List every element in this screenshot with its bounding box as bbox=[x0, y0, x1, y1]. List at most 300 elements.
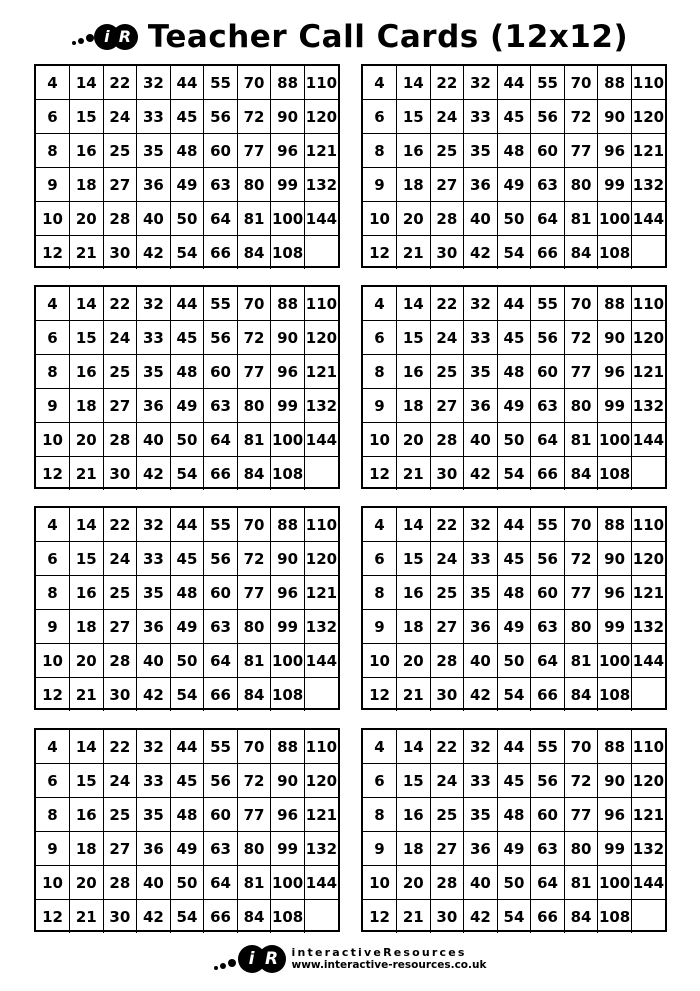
call-card-cell: 15 bbox=[70, 321, 104, 355]
call-card-cell: 35 bbox=[137, 355, 171, 389]
call-card-cell: 108 bbox=[598, 900, 632, 934]
call-card-cell: 22 bbox=[103, 66, 137, 100]
call-card-cell: 12 bbox=[363, 457, 397, 491]
call-card-cell: 44 bbox=[170, 66, 204, 100]
call-card-cell: 60 bbox=[531, 576, 565, 610]
call-card-cell bbox=[304, 900, 338, 934]
call-card-cell: 25 bbox=[430, 798, 464, 832]
call-card-cell: 108 bbox=[271, 678, 305, 712]
call-card-cell: 96 bbox=[598, 576, 632, 610]
call-card-cell: 49 bbox=[497, 610, 531, 644]
call-card-cell: 8 bbox=[363, 134, 397, 168]
call-card-cell: 99 bbox=[598, 389, 632, 423]
call-card-cell: 16 bbox=[397, 798, 431, 832]
call-card-cell: 50 bbox=[170, 866, 204, 900]
call-card-cell: 32 bbox=[464, 730, 498, 764]
call-card-cell: 121 bbox=[631, 576, 665, 610]
call-card-cell: 8 bbox=[363, 355, 397, 389]
call-card-cell: 121 bbox=[631, 798, 665, 832]
call-card-row bbox=[36, 798, 338, 832]
call-card-cell: 88 bbox=[598, 730, 632, 764]
call-card-cell: 33 bbox=[137, 764, 171, 798]
footer-logo-letter-i: i bbox=[238, 945, 266, 973]
call-card-cell: 66 bbox=[531, 678, 565, 712]
call-card-cell: 80 bbox=[237, 168, 271, 202]
call-card-cell: 121 bbox=[304, 798, 338, 832]
call-card-cell: 77 bbox=[564, 355, 598, 389]
call-card-cell: 14 bbox=[397, 66, 431, 100]
call-card-cell bbox=[631, 457, 665, 491]
call-card-cell: 90 bbox=[271, 100, 305, 134]
call-card-cell: 30 bbox=[103, 678, 137, 712]
call-card-cell: 35 bbox=[464, 355, 498, 389]
call-card-row bbox=[36, 576, 338, 610]
call-card-cell: 77 bbox=[237, 355, 271, 389]
call-card-cell: 120 bbox=[304, 100, 338, 134]
call-card-row bbox=[36, 678, 338, 712]
call-card-cell: 96 bbox=[598, 798, 632, 832]
call-card-cell: 64 bbox=[204, 202, 238, 236]
call-card-cell: 32 bbox=[137, 730, 171, 764]
call-card-cell: 40 bbox=[137, 644, 171, 678]
call-card-cell: 70 bbox=[564, 508, 598, 542]
call-card-cell: 70 bbox=[564, 730, 598, 764]
call-card-cell: 45 bbox=[170, 764, 204, 798]
call-card-cell: 144 bbox=[304, 866, 338, 900]
footer-logo-letter-r: R bbox=[258, 945, 286, 973]
call-card-cell: 77 bbox=[237, 798, 271, 832]
call-card-table bbox=[363, 66, 665, 269]
call-card-cell: 64 bbox=[204, 866, 238, 900]
call-card-cell: 24 bbox=[103, 100, 137, 134]
call-card-cell: 27 bbox=[103, 168, 137, 202]
call-card-cell: 25 bbox=[430, 134, 464, 168]
call-card-cell: 28 bbox=[430, 423, 464, 457]
call-card-cell: 50 bbox=[497, 423, 531, 457]
call-card-row bbox=[36, 321, 338, 355]
footer-text bbox=[292, 947, 487, 972]
call-card-cell: 25 bbox=[430, 355, 464, 389]
call-card-cell: 28 bbox=[103, 423, 137, 457]
call-card-cell: 70 bbox=[237, 66, 271, 100]
call-card-cell: 96 bbox=[271, 798, 305, 832]
call-card-cell: 4 bbox=[36, 287, 70, 321]
call-card-cell: 80 bbox=[564, 610, 598, 644]
call-card-cell: 81 bbox=[237, 644, 271, 678]
call-card-cell: 56 bbox=[204, 764, 238, 798]
call-card-cell: 144 bbox=[631, 202, 665, 236]
call-card-cell: 144 bbox=[631, 644, 665, 678]
call-card-cell: 70 bbox=[564, 287, 598, 321]
call-card-cell: 55 bbox=[204, 508, 238, 542]
call-card-cell: 54 bbox=[170, 236, 204, 270]
call-card-cell: 44 bbox=[170, 287, 204, 321]
call-card-cell: 45 bbox=[170, 100, 204, 134]
call-card-cell: 48 bbox=[170, 355, 204, 389]
call-card-cell: 90 bbox=[598, 764, 632, 798]
call-card-cell: 66 bbox=[531, 236, 565, 270]
call-card-cell: 72 bbox=[237, 100, 271, 134]
call-card-table bbox=[36, 287, 338, 490]
call-card-cell: 60 bbox=[204, 798, 238, 832]
call-card-cell: 110 bbox=[631, 66, 665, 100]
call-card-cell: 8 bbox=[36, 134, 70, 168]
call-card-cell: 22 bbox=[430, 508, 464, 542]
call-card-cell: 14 bbox=[397, 730, 431, 764]
call-card-row bbox=[363, 832, 665, 866]
call-card-cell: 44 bbox=[497, 730, 531, 764]
call-card-cell: 80 bbox=[237, 610, 271, 644]
call-card-cell: 64 bbox=[204, 644, 238, 678]
call-card-row bbox=[363, 866, 665, 900]
call-card-cell: 24 bbox=[103, 542, 137, 576]
call-card-cell: 27 bbox=[103, 832, 137, 866]
call-card-cell: 20 bbox=[70, 202, 104, 236]
call-card-cell: 54 bbox=[497, 678, 531, 712]
call-card-cell: 99 bbox=[271, 832, 305, 866]
call-card-row bbox=[36, 730, 338, 764]
call-card-cell: 36 bbox=[137, 610, 171, 644]
call-card-cell: 66 bbox=[204, 678, 238, 712]
call-card-cell: 35 bbox=[464, 576, 498, 610]
call-card-cell: 22 bbox=[103, 730, 137, 764]
call-card-table bbox=[36, 66, 338, 269]
call-card-cell: 12 bbox=[363, 678, 397, 712]
call-card-cell: 144 bbox=[304, 202, 338, 236]
call-card-cell: 30 bbox=[430, 457, 464, 491]
call-card-cell: 35 bbox=[464, 798, 498, 832]
call-card-cell: 100 bbox=[598, 423, 632, 457]
call-card-cell: 18 bbox=[397, 610, 431, 644]
call-card-cell: 70 bbox=[237, 287, 271, 321]
call-card-cell: 144 bbox=[631, 866, 665, 900]
call-card-cell: 72 bbox=[564, 542, 598, 576]
call-card-cell: 81 bbox=[237, 866, 271, 900]
call-card-row bbox=[36, 66, 338, 100]
call-card-cell: 22 bbox=[430, 66, 464, 100]
call-card-cell: 45 bbox=[497, 321, 531, 355]
call-card-cell: 4 bbox=[363, 730, 397, 764]
call-card-cell: 18 bbox=[70, 168, 104, 202]
call-card-table bbox=[363, 287, 665, 490]
call-card-cell: 132 bbox=[304, 610, 338, 644]
call-card-cell: 54 bbox=[497, 236, 531, 270]
call-card-cell: 18 bbox=[70, 610, 104, 644]
call-card-cell: 9 bbox=[36, 168, 70, 202]
call-card-cell: 90 bbox=[271, 542, 305, 576]
call-card-cell: 35 bbox=[137, 576, 171, 610]
call-card-cell: 40 bbox=[464, 866, 498, 900]
call-card-cell: 96 bbox=[598, 355, 632, 389]
call-card-cell: 6 bbox=[36, 100, 70, 134]
logo-letter-i: i bbox=[94, 24, 120, 50]
call-card-cell: 6 bbox=[36, 764, 70, 798]
call-card-cell: 63 bbox=[204, 389, 238, 423]
call-card-cell: 28 bbox=[430, 866, 464, 900]
call-card bbox=[361, 728, 667, 932]
call-card-cell: 42 bbox=[137, 457, 171, 491]
call-card-cell: 40 bbox=[464, 644, 498, 678]
call-card-cell: 88 bbox=[271, 508, 305, 542]
call-card-cell: 64 bbox=[204, 423, 238, 457]
call-card-cell: 108 bbox=[598, 236, 632, 270]
call-card-cell: 32 bbox=[137, 508, 171, 542]
call-card-row bbox=[36, 866, 338, 900]
call-card-cell: 10 bbox=[36, 866, 70, 900]
call-card-cell: 33 bbox=[137, 100, 171, 134]
call-card-cell: 40 bbox=[137, 423, 171, 457]
call-card-cell: 81 bbox=[237, 202, 271, 236]
call-card-cell: 40 bbox=[137, 866, 171, 900]
call-card-cell: 4 bbox=[363, 287, 397, 321]
call-card-cell: 21 bbox=[397, 236, 431, 270]
call-card-cell: 35 bbox=[464, 134, 498, 168]
call-card-cell: 100 bbox=[271, 644, 305, 678]
call-card-cell: 48 bbox=[497, 355, 531, 389]
call-card-cell: 27 bbox=[103, 389, 137, 423]
call-card-row bbox=[36, 168, 338, 202]
call-card-row bbox=[36, 423, 338, 457]
call-card-cell: 84 bbox=[237, 678, 271, 712]
brand-name: interactiveResources bbox=[291, 945, 467, 959]
call-card-row bbox=[363, 134, 665, 168]
page-footer bbox=[0, 937, 700, 981]
call-card-cell: 63 bbox=[531, 389, 565, 423]
call-card-cell: 20 bbox=[70, 644, 104, 678]
call-card-cell: 6 bbox=[363, 764, 397, 798]
call-card-cell: 21 bbox=[70, 900, 104, 934]
call-card-cell: 60 bbox=[531, 134, 565, 168]
call-card-cell: 36 bbox=[137, 832, 171, 866]
call-card-row bbox=[363, 423, 665, 457]
call-card-cell: 132 bbox=[631, 389, 665, 423]
call-card-cell: 120 bbox=[631, 764, 665, 798]
call-card-cell: 15 bbox=[70, 764, 104, 798]
call-card-cell: 15 bbox=[70, 542, 104, 576]
call-card-cell: 21 bbox=[397, 678, 431, 712]
call-card-cell: 12 bbox=[363, 900, 397, 934]
call-card-cell: 54 bbox=[170, 678, 204, 712]
call-card-cell: 18 bbox=[70, 832, 104, 866]
call-card-row bbox=[363, 764, 665, 798]
call-card-cell: 48 bbox=[497, 576, 531, 610]
call-card-cell: 88 bbox=[598, 508, 632, 542]
call-card-cell: 14 bbox=[70, 508, 104, 542]
call-card-cell: 99 bbox=[271, 168, 305, 202]
call-card-row bbox=[363, 542, 665, 576]
call-card bbox=[361, 285, 667, 489]
call-card-cell: 10 bbox=[36, 202, 70, 236]
call-card-cell: 66 bbox=[204, 236, 238, 270]
call-card-cell: 9 bbox=[363, 610, 397, 644]
call-card-row bbox=[363, 202, 665, 236]
call-card-row bbox=[36, 644, 338, 678]
call-card-cell: 84 bbox=[564, 678, 598, 712]
call-card-cell: 80 bbox=[237, 389, 271, 423]
call-card-cell: 20 bbox=[70, 866, 104, 900]
call-card-cell: 88 bbox=[271, 730, 305, 764]
call-card-cell: 14 bbox=[70, 66, 104, 100]
call-card-cell bbox=[304, 678, 338, 712]
call-card-cell: 56 bbox=[531, 100, 565, 134]
call-card-cell: 54 bbox=[497, 457, 531, 491]
call-card-cell: 9 bbox=[36, 610, 70, 644]
call-card-cell: 56 bbox=[531, 321, 565, 355]
call-card-cell: 36 bbox=[464, 389, 498, 423]
call-card-cell: 55 bbox=[531, 287, 565, 321]
call-card-cell: 54 bbox=[170, 900, 204, 934]
call-card-cell: 16 bbox=[397, 134, 431, 168]
call-card-cell: 110 bbox=[304, 508, 338, 542]
call-card-cell: 28 bbox=[430, 644, 464, 678]
call-card-cell: 96 bbox=[271, 576, 305, 610]
call-card-cell: 108 bbox=[271, 236, 305, 270]
call-card-cell: 15 bbox=[397, 321, 431, 355]
call-card-cell: 4 bbox=[36, 508, 70, 542]
call-card-cell: 30 bbox=[430, 678, 464, 712]
call-card-row bbox=[36, 287, 338, 321]
call-card-cell: 90 bbox=[271, 321, 305, 355]
call-card-cell: 60 bbox=[204, 355, 238, 389]
call-card-cell: 63 bbox=[204, 832, 238, 866]
call-card-cell: 25 bbox=[103, 134, 137, 168]
call-card-cell: 88 bbox=[271, 66, 305, 100]
call-card-cell: 14 bbox=[397, 287, 431, 321]
call-card-cell: 22 bbox=[430, 730, 464, 764]
call-card-cell: 84 bbox=[564, 900, 598, 934]
call-card-cell: 64 bbox=[531, 423, 565, 457]
call-card-table bbox=[363, 508, 665, 711]
call-card-cell: 84 bbox=[564, 236, 598, 270]
call-card-cell: 8 bbox=[36, 576, 70, 610]
call-card-cell: 15 bbox=[397, 764, 431, 798]
call-card-row bbox=[363, 730, 665, 764]
call-card-cell: 96 bbox=[271, 134, 305, 168]
call-card-cell: 36 bbox=[464, 610, 498, 644]
call-card-cell: 60 bbox=[531, 798, 565, 832]
call-card-cell: 33 bbox=[464, 542, 498, 576]
call-card-cell: 121 bbox=[631, 134, 665, 168]
call-card-cell: 27 bbox=[430, 168, 464, 202]
call-card-cell: 48 bbox=[497, 134, 531, 168]
call-card-cell: 99 bbox=[598, 832, 632, 866]
call-card-row bbox=[363, 100, 665, 134]
call-card-row bbox=[363, 900, 665, 934]
call-card-cell: 32 bbox=[464, 287, 498, 321]
call-card-cell: 49 bbox=[497, 832, 531, 866]
call-card-cell: 81 bbox=[564, 202, 598, 236]
call-card-cell: 40 bbox=[464, 423, 498, 457]
call-card-cell: 8 bbox=[363, 576, 397, 610]
call-card-cell: 42 bbox=[464, 900, 498, 934]
call-card-row bbox=[363, 644, 665, 678]
call-card-cell: 6 bbox=[36, 321, 70, 355]
call-card-row bbox=[36, 355, 338, 389]
call-card-cell: 25 bbox=[103, 355, 137, 389]
call-card-cell: 16 bbox=[70, 576, 104, 610]
call-card-cell: 49 bbox=[497, 389, 531, 423]
call-card-cell: 90 bbox=[598, 542, 632, 576]
call-card-cell bbox=[631, 678, 665, 712]
call-card-cell: 99 bbox=[598, 610, 632, 644]
call-card-cell: 55 bbox=[531, 66, 565, 100]
call-card-cell: 10 bbox=[363, 644, 397, 678]
call-card-cell: 64 bbox=[531, 866, 565, 900]
call-card-cell: 70 bbox=[564, 66, 598, 100]
call-card-row bbox=[363, 66, 665, 100]
call-card-cell: 80 bbox=[564, 389, 598, 423]
call-card-cell: 77 bbox=[564, 576, 598, 610]
call-card-cell: 90 bbox=[598, 100, 632, 134]
call-card-cell: 120 bbox=[304, 321, 338, 355]
call-card-cell: 108 bbox=[271, 457, 305, 491]
call-card-cell: 49 bbox=[170, 168, 204, 202]
call-card-cell: 20 bbox=[397, 423, 431, 457]
call-card-cell: 77 bbox=[237, 134, 271, 168]
call-card-cell: 48 bbox=[170, 576, 204, 610]
call-card bbox=[34, 728, 340, 932]
call-card-row bbox=[363, 798, 665, 832]
call-card-cell: 16 bbox=[70, 355, 104, 389]
call-card-cell: 45 bbox=[497, 100, 531, 134]
call-card-cell: 100 bbox=[598, 866, 632, 900]
call-card-cell: 54 bbox=[170, 457, 204, 491]
call-card-cell: 9 bbox=[36, 832, 70, 866]
call-card-cell: 81 bbox=[564, 423, 598, 457]
call-card-cell: 22 bbox=[103, 508, 137, 542]
call-card-cell: 64 bbox=[531, 644, 565, 678]
call-card-cell: 50 bbox=[170, 202, 204, 236]
call-card-cell: 21 bbox=[70, 457, 104, 491]
call-card-cell: 63 bbox=[204, 168, 238, 202]
call-card-cell: 56 bbox=[531, 542, 565, 576]
call-card-cell: 84 bbox=[564, 457, 598, 491]
call-card-cell: 96 bbox=[598, 134, 632, 168]
call-card-cell: 54 bbox=[497, 900, 531, 934]
call-card-cell: 15 bbox=[397, 100, 431, 134]
call-card-cell: 36 bbox=[137, 168, 171, 202]
call-card-cell: 30 bbox=[103, 900, 137, 934]
call-card-cell: 44 bbox=[170, 730, 204, 764]
call-card-cell: 28 bbox=[103, 202, 137, 236]
call-card-row bbox=[36, 389, 338, 423]
call-card-cell: 42 bbox=[464, 236, 498, 270]
call-card-cell: 12 bbox=[36, 678, 70, 712]
call-card-cell: 44 bbox=[497, 66, 531, 100]
call-card-row bbox=[363, 355, 665, 389]
logo-letter-r: R bbox=[112, 24, 138, 50]
call-card-cell: 48 bbox=[497, 798, 531, 832]
call-card-row bbox=[363, 321, 665, 355]
call-card-cell: 144 bbox=[631, 423, 665, 457]
call-card-cell: 144 bbox=[304, 644, 338, 678]
call-card-cell: 81 bbox=[237, 423, 271, 457]
call-card-cell: 27 bbox=[103, 610, 137, 644]
call-card-cell: 144 bbox=[304, 423, 338, 457]
call-card-cell: 15 bbox=[397, 542, 431, 576]
call-card-cell bbox=[304, 457, 338, 491]
call-card-cell: 4 bbox=[36, 730, 70, 764]
call-card-cell: 84 bbox=[237, 900, 271, 934]
call-card-cell: 9 bbox=[363, 168, 397, 202]
call-card-row bbox=[363, 389, 665, 423]
call-card-row bbox=[36, 764, 338, 798]
call-card-cell: 21 bbox=[397, 900, 431, 934]
call-card-cell: 45 bbox=[497, 764, 531, 798]
call-card-cell: 10 bbox=[363, 866, 397, 900]
call-card-cell: 18 bbox=[397, 389, 431, 423]
call-card-cell: 63 bbox=[531, 168, 565, 202]
